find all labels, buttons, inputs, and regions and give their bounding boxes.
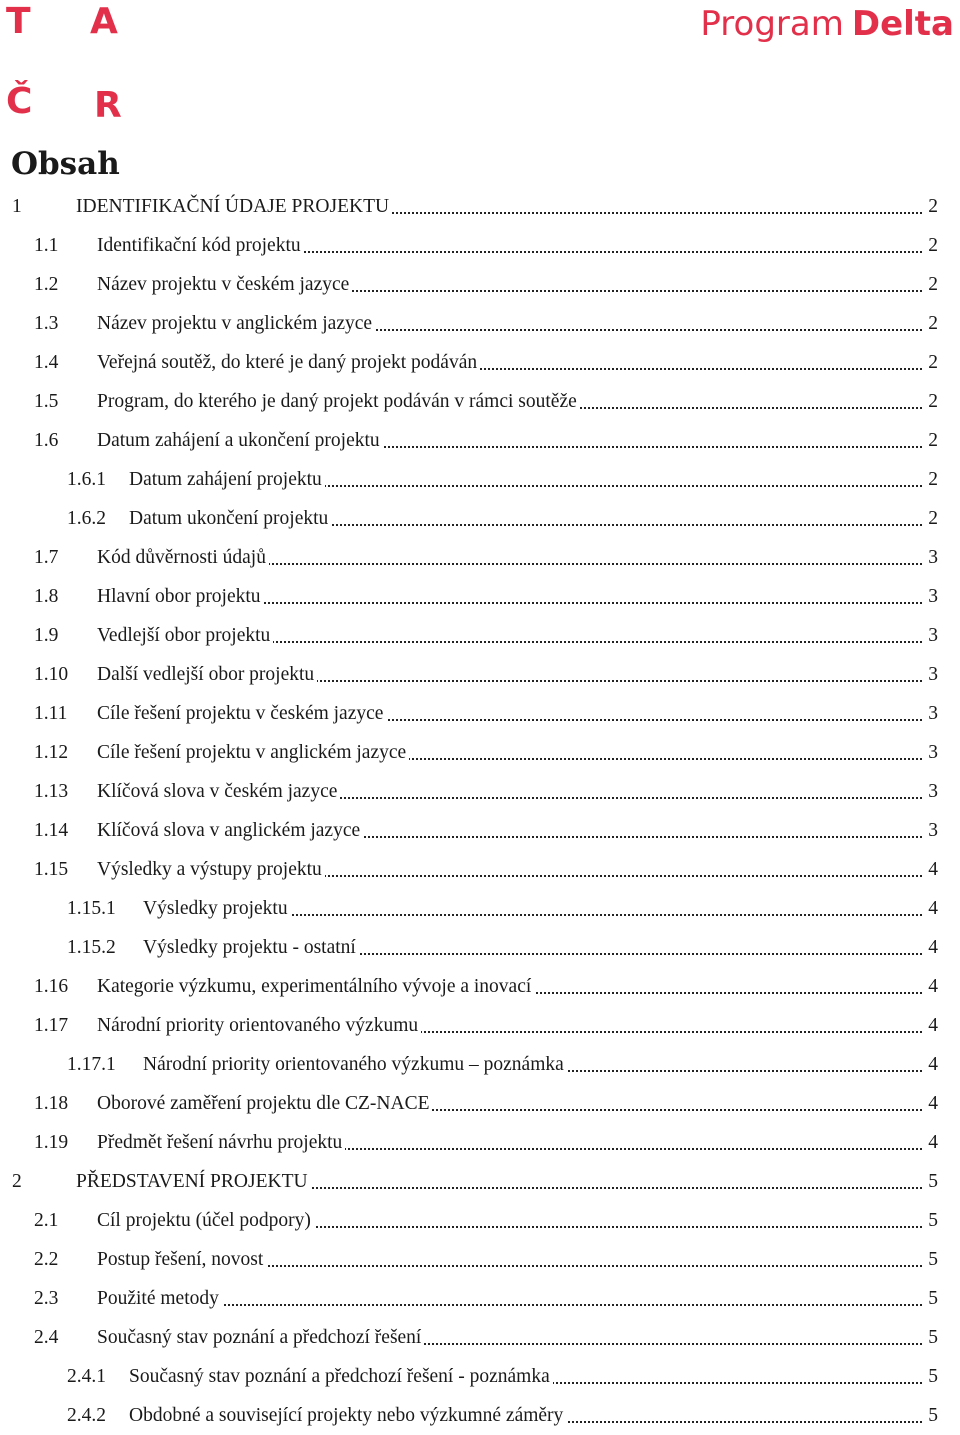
toc-entry-number: 1.7 <box>34 547 59 568</box>
toc-entry-number: 1 <box>12 196 22 217</box>
toc-page-number: 5 <box>924 1318 938 1357</box>
toc-entry-title: Cíl projektu (účel podpory) <box>97 1201 314 1240</box>
toc-entry-title: Identifikační kód projektu <box>97 226 304 265</box>
toc-entry-title: Datum zahájení a ukončení projektu <box>97 421 383 460</box>
toc-entry[interactable] <box>0 1045 960 1084</box>
toc-entry[interactable] <box>0 1084 960 1123</box>
tacr-logo-letter-r: R <box>94 85 122 126</box>
toc-entry-number: 2.3 <box>34 1288 59 1309</box>
toc-page-number: 2 <box>924 187 938 226</box>
toc-entry[interactable] <box>0 304 960 343</box>
toc-entry-number: 1.12 <box>34 742 69 763</box>
tacr-logo-letter-t: T <box>6 1 31 42</box>
toc-entry-title: Cíle řešení projektu v českém jazyce <box>97 694 386 733</box>
toc-page-number: 4 <box>924 1084 938 1123</box>
toc-page-number: 4 <box>924 928 938 967</box>
toc-page-number: 4 <box>924 1123 938 1162</box>
toc-entry[interactable] <box>0 538 960 577</box>
toc-page-number: 5 <box>924 1240 938 1279</box>
toc-entry[interactable] <box>0 928 960 967</box>
toc-entry[interactable] <box>0 655 960 694</box>
toc-entry-title: Cíle řešení projektu v anglickém jazyce <box>97 733 409 772</box>
program-delta-logo <box>700 2 954 46</box>
toc-entry-number: 1.15.2 <box>67 937 116 958</box>
toc-entry-number: 1.9 <box>34 625 59 646</box>
toc-entry-title: Použité metody <box>97 1279 222 1318</box>
toc-entry-number: 1.5 <box>34 391 59 412</box>
toc-entry-number: 1.15.1 <box>67 898 116 919</box>
toc-entry-title: Oborové zaměření projektu dle CZ-NACE <box>97 1084 432 1123</box>
toc-entry[interactable] <box>0 187 960 226</box>
toc-entry[interactable] <box>0 811 960 850</box>
toc-entry-title: Kód důvěrnosti údajů <box>97 538 269 577</box>
toc-page-number: 5 <box>924 1357 938 1396</box>
toc-page-number: 2 <box>924 499 938 538</box>
toc-entry-title: PŘEDSTAVENÍ PROJEKTU <box>76 1162 311 1201</box>
toc-entry-number: 2.4.1 <box>67 1366 106 1387</box>
toc-entry-title: Název projektu v českém jazyce <box>97 265 352 304</box>
toc-entry-number: 1.8 <box>34 586 59 607</box>
table-of-contents <box>0 187 960 1435</box>
toc-entry[interactable] <box>0 499 960 538</box>
toc-entry[interactable] <box>0 460 960 499</box>
toc-entry[interactable] <box>0 967 960 1006</box>
toc-entry-title: Současný stav poznání a předchozí řešení - poznámka <box>129 1357 553 1396</box>
toc-page-number: 3 <box>924 811 938 850</box>
toc-entry-title: Veřejná soutěž, do které je daný projekt podáván <box>97 343 480 382</box>
toc-entry[interactable] <box>0 1201 960 1240</box>
toc-page-number: 2 <box>924 460 938 499</box>
toc-entry[interactable] <box>0 343 960 382</box>
toc-entry-title: Datum ukončení projektu <box>129 499 331 538</box>
toc-entry[interactable] <box>0 733 960 772</box>
toc-entry-number: 1.10 <box>34 664 69 685</box>
toc-entry-title: Postup řešení, novost <box>97 1240 266 1279</box>
toc-entry[interactable] <box>0 772 960 811</box>
toc-entry-title: Předmět řešení návrhu projektu <box>97 1123 345 1162</box>
toc-entry-number: 1.16 <box>34 976 69 997</box>
toc-entry[interactable] <box>0 421 960 460</box>
toc-entry-number: 1.1 <box>34 235 59 256</box>
toc-entry-title: Klíčová slova v českém jazyce <box>97 772 340 811</box>
toc-entry[interactable] <box>0 265 960 304</box>
toc-page-number: 2 <box>924 382 938 421</box>
toc-entry-number: 1.15 <box>34 859 69 880</box>
toc-entry-title: Výsledky a výstupy projektu <box>97 850 325 889</box>
toc-entry-number: 1.2 <box>34 274 59 295</box>
toc-entry-number: 1.18 <box>34 1093 69 1114</box>
toc-dot-leader <box>97 1302 934 1306</box>
toc-entry-number: 1.6.1 <box>67 469 106 490</box>
toc-entry[interactable] <box>0 850 960 889</box>
toc-entry-number: 2.1 <box>34 1210 59 1231</box>
toc-entry[interactable] <box>0 577 960 616</box>
toc-entry-title: Program, do kterého je daný projekt podáván v rámci soutěže <box>97 382 580 421</box>
toc-page-number: 2 <box>924 265 938 304</box>
toc-page-number: 3 <box>924 655 938 694</box>
tacr-logo-letter-c: Č <box>6 81 33 122</box>
toc-entry-number: 1.19 <box>34 1132 69 1153</box>
toc-entry[interactable] <box>0 1162 960 1201</box>
toc-entry[interactable] <box>0 889 960 928</box>
toc-page-number: 3 <box>924 733 938 772</box>
toc-entry-number: 1.4 <box>34 352 59 373</box>
toc-entry-number: 1.17 <box>34 1015 69 1036</box>
toc-page-number: 2 <box>924 421 938 460</box>
toc-entry-title: Kategorie výzkumu, experimentálního vývoje a inovací <box>97 967 534 1006</box>
toc-page-number: 2 <box>924 304 938 343</box>
toc-page-number: 3 <box>924 577 938 616</box>
toc-entry-title: Národní priority orientovaného výzkumu <box>97 1006 421 1045</box>
toc-entry-number: 1.6.2 <box>67 508 106 529</box>
toc-page-number: 2 <box>924 343 938 382</box>
toc-entry[interactable] <box>0 1006 960 1045</box>
toc-page-number: 5 <box>924 1201 938 1240</box>
toc-page-number: 5 <box>924 1162 938 1201</box>
toc-entry-number: 1.11 <box>34 703 68 724</box>
toc-entry-number: 2 <box>12 1171 22 1192</box>
toc-entry-title: Vedlejší obor projektu <box>97 616 273 655</box>
toc-page-number: 4 <box>924 850 938 889</box>
toc-entry-title: Výsledky projektu <box>143 889 291 928</box>
toc-page-number: 2 <box>924 226 938 265</box>
toc-page-number: 3 <box>924 616 938 655</box>
toc-entry[interactable] <box>0 1396 960 1435</box>
toc-entry[interactable] <box>0 1279 960 1318</box>
toc-page-number: 3 <box>924 694 938 733</box>
toc-page-number: 3 <box>924 538 938 577</box>
toc-entry[interactable] <box>0 1357 960 1396</box>
program-logo-word: Program <box>700 4 844 44</box>
toc-entry[interactable] <box>0 1318 960 1357</box>
toc-entry-title: Obdobné a související projekty nebo výzkumné záměry <box>129 1396 566 1435</box>
toc-entry-title: Národní priority orientovaného výzkumu – poznámka <box>143 1045 567 1084</box>
toc-entry-number: 1.14 <box>34 820 69 841</box>
toc-entry[interactable] <box>0 616 960 655</box>
toc-entry-title: Klíčová slova v anglickém jazyce <box>97 811 363 850</box>
toc-entry[interactable] <box>0 694 960 733</box>
toc-page-number: 4 <box>924 1045 938 1084</box>
toc-entry-title: Hlavní obor projektu <box>97 577 264 616</box>
toc-entry-number: 2.2 <box>34 1249 59 1270</box>
toc-page-number: 3 <box>924 772 938 811</box>
toc-entry[interactable] <box>0 1240 960 1279</box>
toc-entry-number: 1.6 <box>34 430 59 451</box>
tacr-logo <box>4 0 124 130</box>
toc-page-number: 4 <box>924 889 938 928</box>
toc-page-number: 5 <box>924 1396 938 1435</box>
toc-entry-title: Současný stav poznání a předchozí řešení <box>97 1318 424 1357</box>
toc-entry[interactable] <box>0 1123 960 1162</box>
toc-entry[interactable] <box>0 226 960 265</box>
toc-entry-title: Další vedlejší obor projektu <box>97 655 317 694</box>
toc-page-number: 5 <box>924 1279 938 1318</box>
page-title: Obsah <box>11 146 120 182</box>
toc-entry-number: 2.4 <box>34 1327 59 1348</box>
toc-entry-number: 1.17.1 <box>67 1054 116 1075</box>
toc-page-number: 4 <box>924 1006 938 1045</box>
toc-entry-title: Výsledky projektu - ostatní <box>143 928 359 967</box>
toc-entry-title: IDENTIFIKAČNÍ ÚDAJE PROJEKTU <box>76 187 392 226</box>
toc-entry-title: Datum zahájení projektu <box>129 460 325 499</box>
toc-page-number: 4 <box>924 967 938 1006</box>
delta-logo-word: Delta <box>851 4 954 44</box>
toc-entry-number: 1.3 <box>34 313 59 334</box>
toc-entry-number: 1.13 <box>34 781 69 802</box>
tacr-logo-letter-a: A <box>90 1 118 42</box>
toc-entry[interactable] <box>0 382 960 421</box>
toc-entry-number: 2.4.2 <box>67 1405 106 1426</box>
toc-entry-title: Název projektu v anglickém jazyce <box>97 304 375 343</box>
